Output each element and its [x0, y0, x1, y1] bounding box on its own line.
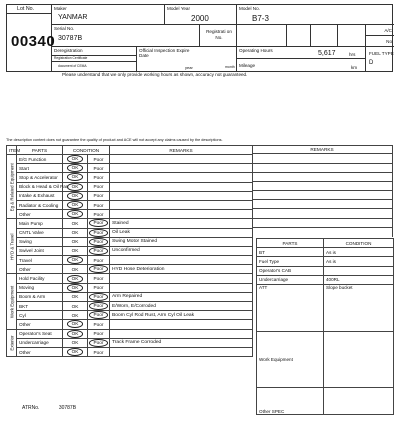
- poor-rating-cell: [88, 256, 110, 265]
- operating-hours-cell: [237, 47, 366, 59]
- lot-number-cell: [7, 14, 56, 72]
- bt-label: BT: [257, 248, 324, 257]
- inspection-header-row: [7, 146, 253, 155]
- cab-value: [324, 266, 394, 275]
- km-unit: km: [351, 65, 358, 70]
- poor-rating-cell: [88, 155, 110, 164]
- poor-rating-cell: [88, 164, 110, 173]
- poor-label: Poor: [89, 293, 109, 301]
- ok-rating-cell: [63, 302, 88, 311]
- poor-rating-cell: [88, 283, 110, 292]
- inspection-row: [7, 246, 253, 255]
- maker-label: Maker: [54, 6, 67, 11]
- inspection-table: [6, 145, 253, 357]
- inspection-row: [7, 173, 253, 182]
- inspection-part: Intake & Exhaust: [17, 191, 63, 200]
- cab-label: Operator's CAB: [257, 266, 324, 275]
- remarks-line: [252, 163, 393, 164]
- inspection-remark: [110, 164, 253, 173]
- right-remarks-box: [252, 154, 393, 237]
- ok-label: OK: [71, 294, 79, 300]
- undercarriage-row: [257, 275, 394, 284]
- inspection-part: Undercarriage: [17, 338, 63, 347]
- official-inspection-label: Official Inspection Expire Date: [139, 48, 190, 58]
- inspection-remark: Stained: [110, 219, 253, 228]
- inspection-remark: HYD Hose Deterioration: [110, 265, 253, 274]
- ok-rating-cell: [63, 210, 88, 219]
- ok-label: OK: [67, 164, 84, 172]
- ok-rating-cell: [63, 200, 88, 209]
- registration-value-2: [287, 25, 311, 47]
- ok-rating-cell: [63, 256, 88, 265]
- ok-rating-cell: [63, 320, 88, 329]
- serial-cell: [52, 25, 200, 47]
- fuel-type-value: D: [369, 60, 374, 66]
- ok-rating-cell: [63, 265, 88, 274]
- ok-rating-cell: [63, 246, 88, 255]
- inspection-row: [7, 182, 253, 191]
- ok-rating-cell: [63, 274, 88, 283]
- poor-rating-cell: [88, 191, 110, 200]
- poor-rating-cell: [88, 329, 110, 338]
- ok-rating-cell: [63, 329, 88, 338]
- inspection-remark: [110, 347, 253, 356]
- inspection-row: [7, 191, 253, 200]
- inspection-row: [7, 283, 253, 292]
- ok-label: OK: [67, 348, 84, 356]
- poor-rating-cell: [88, 347, 110, 356]
- inspection-part: Radiator & Cooling: [17, 200, 63, 209]
- model-no-value: B7-3: [252, 14, 269, 23]
- inspection-remark: Track Frame Corroded: [110, 338, 253, 347]
- inspection-part: Block & Head & Oil Pan: [17, 182, 63, 191]
- inspection-remark: [110, 200, 253, 209]
- poor-rating-cell: [88, 246, 110, 255]
- model-no-cell: [237, 5, 394, 25]
- condition-col-header: CONDITION: [324, 239, 394, 248]
- inspection-remark: [110, 320, 253, 329]
- inspection-row: [7, 292, 253, 301]
- poor-rating-cell: [88, 210, 110, 219]
- remarks-line: [252, 181, 393, 182]
- serial-label: Serial No.: [54, 26, 75, 31]
- poor-label: Poor: [93, 184, 104, 190]
- deregistration-cell: [52, 47, 137, 72]
- inspection-part: Start: [17, 164, 63, 173]
- inspection-remark: [110, 182, 253, 191]
- registration-value-1: [237, 25, 287, 47]
- ok-label: OK: [67, 155, 84, 163]
- poor-label: Poor: [93, 257, 104, 263]
- att-value: Slope bucket: [324, 284, 394, 331]
- remarks-line: [252, 227, 393, 228]
- disclaimer: The description content does not guarantee the quality of product and ACE will not accept any claims caused by the descriptions.: [6, 138, 223, 142]
- model-year-cell: [165, 5, 237, 25]
- ok-label: OK: [67, 284, 84, 292]
- remarks-line: [252, 199, 393, 200]
- inspection-part: Travel: [17, 256, 63, 265]
- cema-document-label: document of CEMA: [58, 64, 87, 68]
- lot-label: Lot No.: [17, 6, 35, 12]
- month-label: month: [225, 65, 235, 69]
- poor-rating-cell: [88, 274, 110, 283]
- footer-value: 30787B: [58, 405, 77, 411]
- poor-rating-cell: [88, 338, 110, 347]
- ac-label: A/C: [384, 28, 392, 33]
- inspection-row: [7, 200, 253, 209]
- ok-rating-cell: [63, 311, 88, 320]
- deregistration-label: Deregistration: [54, 48, 83, 53]
- ok-label: OK: [71, 303, 79, 309]
- poor-label: Poor: [93, 321, 104, 327]
- inspection-row: [7, 347, 253, 356]
- poor-rating-cell: [88, 265, 110, 274]
- poor-label: Poor: [93, 193, 104, 199]
- lot-label-cell: [7, 5, 52, 14]
- poor-rating-cell: [88, 320, 110, 329]
- ok-label: OK: [71, 266, 79, 272]
- inspection-row: [7, 219, 253, 228]
- inspection-remark: Swing Motor Stained: [110, 237, 253, 246]
- inspection-remark: E/Worn, E/Corroded: [110, 302, 253, 311]
- footer: [22, 405, 94, 411]
- ac-label-cell: [366, 25, 394, 36]
- fuel-type-cell: [366, 47, 394, 72]
- model-no-label: Model No.: [239, 6, 260, 11]
- inspection-part: Other: [17, 210, 63, 219]
- inspection-body: [7, 155, 253, 357]
- poor-label: Poor: [93, 211, 104, 217]
- inspection-remark: [110, 283, 253, 292]
- mileage-label: Mileage: [239, 63, 256, 68]
- inspection-row: [7, 311, 253, 320]
- ok-label: OK: [67, 275, 84, 283]
- inspection-remark: [110, 256, 253, 265]
- inspection-remark: [110, 191, 253, 200]
- inspection-part: Moving: [17, 283, 63, 292]
- ok-label: OK: [71, 340, 79, 346]
- parts-header: PARTS: [17, 146, 63, 155]
- ok-label: OK: [67, 183, 84, 191]
- poor-rating-cell: [88, 200, 110, 209]
- remarks-line: [252, 218, 393, 219]
- poor-rating-cell: [88, 292, 110, 301]
- inspection-row: [7, 265, 253, 274]
- ok-label: OK: [71, 312, 79, 318]
- poor-rating-cell: [88, 311, 110, 320]
- inspection-remark: Arm Repaired: [110, 292, 253, 301]
- ok-label: OK: [67, 320, 84, 328]
- ok-rating-cell: [63, 347, 88, 356]
- remarks-line: [252, 208, 393, 209]
- inspection-part: BKT: [17, 302, 63, 311]
- operating-hours-value: 5,617: [318, 50, 336, 57]
- ok-rating-cell: [63, 283, 88, 292]
- inspection-row: [7, 329, 253, 338]
- inspection-part: Swivel Joint: [17, 246, 63, 255]
- inspection-remark: [110, 329, 253, 338]
- poor-rating-cell: [88, 182, 110, 191]
- poor-label: Poor: [93, 156, 104, 162]
- att-label: ATT: [257, 284, 324, 331]
- ok-label: OK: [67, 192, 84, 200]
- registration-value-3: [311, 25, 338, 47]
- year-label: year: [185, 65, 193, 70]
- inspection-part: Hold Facility: [17, 274, 63, 283]
- mileage-cell: [237, 59, 366, 72]
- poor-label: Poor: [93, 202, 104, 208]
- inspection-remark: [110, 274, 253, 283]
- official-inspection-cell: [137, 47, 237, 72]
- inspection-part: E/G Function: [17, 155, 63, 164]
- inspection-part: Other: [17, 265, 63, 274]
- inspection-row: [7, 274, 253, 283]
- inspection-remark: [110, 210, 253, 219]
- poor-label: Poor: [89, 339, 109, 347]
- poor-label: Poor: [89, 238, 109, 246]
- ok-label: OK: [71, 230, 79, 236]
- ac-value-cell: [366, 36, 394, 47]
- bt-row: [257, 248, 394, 257]
- parts-col-header: PARTS: [257, 239, 324, 248]
- work-equipment-row: [257, 331, 394, 387]
- work-equipment-value: [324, 331, 394, 387]
- poor-rating-cell: [88, 219, 110, 228]
- operating-hours-label: Operating Hours: [239, 48, 273, 53]
- inspection-part: Swing: [17, 237, 63, 246]
- inspection-row: [7, 302, 253, 311]
- inspection-part: Other: [17, 320, 63, 329]
- ac-value: No: [386, 39, 392, 44]
- inspection-row: [7, 338, 253, 347]
- bt-value: As is: [324, 248, 394, 257]
- fuel-type-label: FUEL TYPE: [369, 51, 394, 56]
- inspection-row: [7, 210, 253, 219]
- serial-value: 30787B: [58, 35, 83, 42]
- inspection-remark: Boom Cyl Rod Rust, Arm Cyl Oil Leak: [110, 311, 253, 320]
- maker-value: YANMAR: [58, 14, 88, 21]
- footer-label: ATRNo.: [22, 405, 40, 411]
- ok-rating-cell: [63, 173, 88, 182]
- inspection-remark: Oil Leak: [110, 228, 253, 237]
- inspection-part: Cyl: [17, 311, 63, 320]
- inspection-part: CNTL Valve: [17, 228, 63, 237]
- ok-rating-cell: [63, 191, 88, 200]
- ok-label: OK: [67, 201, 84, 209]
- ok-label: OK: [67, 210, 84, 218]
- poor-rating-cell: [88, 173, 110, 182]
- poor-label: Poor: [93, 285, 104, 291]
- registration-cell: [200, 25, 237, 47]
- ok-rating-cell: [63, 338, 88, 347]
- remarks-header: REMARKS: [110, 146, 253, 155]
- ok-rating-cell: [63, 219, 88, 228]
- poor-label: Poor: [93, 349, 104, 355]
- remarks-line: [252, 172, 393, 173]
- ok-label: OK: [67, 256, 84, 264]
- maker-cell: [52, 5, 165, 25]
- inspection-row: [7, 256, 253, 265]
- inspection-part: Boom & Arm: [17, 292, 63, 301]
- model-year-value: 2000: [191, 14, 209, 23]
- poor-label: Poor: [93, 165, 104, 171]
- poor-rating-cell: [88, 228, 110, 237]
- work-equipment-label: Work Equipment: [257, 331, 324, 387]
- poor-label: Poor: [89, 302, 109, 310]
- fuel-type-row: [257, 257, 394, 266]
- poor-label: Poor: [89, 265, 109, 273]
- inspection-row: [7, 155, 253, 164]
- poor-label: Poor: [89, 219, 109, 227]
- inspection-row: [7, 228, 253, 237]
- att-row: [257, 284, 394, 331]
- inspection-part: Other: [17, 347, 63, 356]
- hours-unit: hrs: [349, 52, 356, 57]
- inspection-remark: [110, 155, 253, 164]
- inspection-part: Operator's Seat: [17, 329, 63, 338]
- other-spec-row: [257, 387, 394, 414]
- poor-label: Poor: [89, 229, 109, 237]
- parts-condition-table: [256, 238, 394, 415]
- cab-row: [257, 266, 394, 275]
- undercarriage-label: Undercarriage: [257, 275, 324, 284]
- inspection-row: [7, 164, 253, 173]
- lot-number: 00340: [11, 33, 56, 50]
- remarks-line: [252, 190, 393, 191]
- ok-label: OK: [67, 330, 84, 338]
- ok-label: OK: [71, 239, 79, 245]
- inspection-category: Exterior: [7, 329, 17, 357]
- poor-rating-cell: [88, 302, 110, 311]
- ok-rating-cell: [63, 237, 88, 246]
- other-spec-value: [324, 387, 394, 414]
- inspection-row: [7, 320, 253, 329]
- working-hours-note: Please understand that we only provide working hours as shown, accuracy not guaranteed.: [62, 72, 248, 77]
- inspection-remark: [110, 173, 253, 182]
- ok-label: OK: [67, 173, 84, 181]
- poor-label: Poor: [93, 331, 104, 337]
- inspection-category: Work Equipment: [7, 274, 17, 329]
- ok-label: OK: [71, 220, 79, 226]
- other-spec-label: Other SPEC: [257, 387, 324, 414]
- item-header: ITEM: [7, 146, 17, 155]
- registration-value-4: [338, 25, 366, 47]
- poor-label: Poor: [93, 276, 104, 282]
- condition-header: CONDITION: [63, 146, 110, 155]
- inspection-remark: Unconfirmed: [110, 246, 253, 255]
- ok-label: OK: [71, 248, 79, 254]
- registration-label: Registrati on No.: [206, 29, 232, 40]
- ok-rating-cell: [63, 164, 88, 173]
- undercarriage-value: 400RL: [324, 275, 394, 284]
- inspection-part: Stop & Accelerator: [17, 173, 63, 182]
- poor-label: Poor: [89, 247, 109, 255]
- ok-rating-cell: [63, 182, 88, 191]
- fuel-value: As is: [324, 257, 394, 266]
- ok-rating-cell: [63, 292, 88, 301]
- parts-condition-header-row: [257, 239, 394, 248]
- inspection-part: Main Pump: [17, 219, 63, 228]
- right-remarks-header: REMARKS: [252, 145, 393, 154]
- model-year-label: Model Year: [167, 6, 190, 11]
- ok-rating-cell: [63, 155, 88, 164]
- poor-label: Poor: [89, 311, 109, 319]
- poor-rating-cell: [88, 237, 110, 246]
- fuel-label: Fuel Type: [257, 257, 324, 266]
- inspection-row: [7, 237, 253, 246]
- poor-label: Poor: [93, 174, 104, 180]
- inspection-category: HYD & Travel: [7, 219, 17, 274]
- vehicle-header: [6, 4, 393, 72]
- inspection-category: Eg & Related Equipment: [7, 155, 17, 219]
- ok-rating-cell: [63, 228, 88, 237]
- registration-certificate-label: Registration Certificate: [54, 56, 88, 60]
